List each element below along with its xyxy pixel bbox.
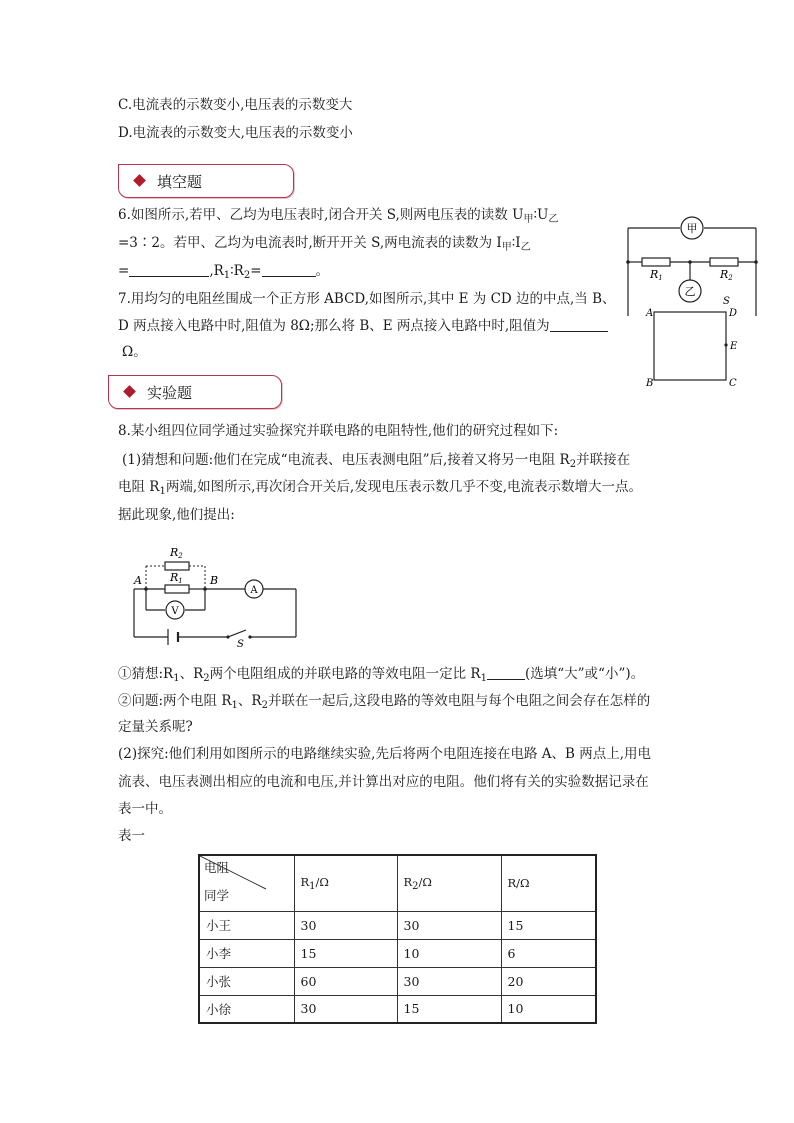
table-row: 小张 60 30 20 [199, 967, 596, 995]
option-d: D.电流表的示数变大,电压表的示数变小 [118, 125, 353, 141]
q6-line-1: 6.如图所示,若甲、乙均为电压表时,闭合开关 S,则两电压表的读数 $U_甲∶U_乙$ [118, 207, 559, 225]
resistor-r1-icon [165, 585, 189, 593]
q8-guess: ①猜想$:R_1$、$R_2$两个电阻组成的并联电路的等效电阻一定比 $R_1$ (选填“大”或“小”)。 [118, 666, 645, 684]
section-header-experiment [108, 375, 282, 409]
q8-p2-line-1: (2)探究:他们利用如图所示的电路继续实验,先后将两个电阻连接在电路 A、B 两点上,用电 [118, 746, 652, 762]
svg-text:E: E [730, 341, 738, 352]
diamond-icon [123, 385, 136, 398]
diagonal-header-cell [199, 855, 294, 911]
header-r2: R2/Ω [397, 855, 501, 911]
q8-p2-line-3: 表一中。 [118, 801, 172, 817]
resistor-r2-icon [165, 562, 189, 570]
svg-text:C: C [729, 378, 737, 389]
switch-icon [228, 630, 246, 637]
svg-text:D: D [729, 308, 738, 319]
data-table [198, 854, 597, 1024]
q7-line-1: 7.用均匀的电阻丝围成一个正方形 ABCD,如图所示,其中 E 为 CD 边的中点,当 B、 [118, 291, 616, 307]
svg-text:A: A [250, 585, 258, 596]
q8-intro: 8.某小组四位同学通过实验探究并联电路的电阻特性,他们的研究过程如下: [118, 423, 559, 439]
svg-text:S: S [723, 296, 730, 307]
table-caption: 表一 [118, 828, 145, 844]
q8-p2-line-2: 流表、电压表测出相应的电流和电压,并计算出对应的电阻。他们将有关的实验数据记录在 [118, 774, 649, 790]
svg-text:A: A [134, 574, 142, 587]
svg-text:B: B [646, 378, 654, 389]
table-row: 小王 30 30 15 [199, 911, 596, 939]
table-header-row [199, 855, 596, 911]
q7-line-2: D 两点接入电路中时,阻值为 8Ω;那么将 B、E 两点接入电路中时,阻值为 [118, 316, 608, 336]
svg-text:B: B [210, 574, 219, 587]
svg-text:S: S [237, 639, 244, 648]
svg-text:V: V [171, 606, 179, 617]
table-row: 小李 15 10 6 [199, 939, 596, 967]
resistor-r2-icon [710, 258, 738, 266]
section-header-fill-blank [118, 164, 294, 198]
q6-line-2: =3∶2。若甲、乙均为电流表时,断开开关 S,两电流表的读数为 $I_甲∶I_乙$ [118, 235, 531, 253]
header-r1: R1/Ω [294, 855, 397, 911]
q8-p1-line-2: 电阻 $R_1$两端,如图所示,再次闭合开关后,发现电压表示数几乎不变,电流表示数增大一点。 [118, 479, 643, 497]
answer-blank[interactable] [262, 262, 316, 277]
answer-blank[interactable] [129, 262, 209, 277]
q7-square-figure [640, 300, 750, 390]
svg-text:R2: R2 [720, 268, 733, 282]
header-top-label: 电阻 [204, 860, 230, 875]
table-row: 小徐 30 15 10 [199, 995, 596, 1023]
svg-text:甲: 甲 [686, 222, 698, 235]
q8-question-line-2: 定量关系呢? [118, 719, 193, 735]
q8-circuit-figure [128, 540, 303, 648]
q8-question: ②问题:两个电阻 $R_1$、$R_2$并联在一起后,这段电路的等效电阻与每个电阻之间会存在怎样的 [118, 693, 651, 711]
svg-text:乙: 乙 [684, 285, 696, 298]
resistor-r1-icon [642, 258, 670, 266]
option-c: C.电流表的示数变小,电压表的示数变大 [118, 97, 353, 113]
svg-text:R1: R1 [170, 571, 183, 585]
q8-p1-line-1: (1)猜想和问题:他们在完成“电流表、电压表测电阻”后,接着又将另一电阻 $R_2$并联接在 [122, 452, 631, 470]
svg-text:R1: R1 [650, 268, 663, 282]
answer-blank[interactable] [550, 317, 608, 332]
q6-line-3: = $,R_1∶R_2=$ 。 [118, 263, 330, 281]
q8-p1-line-3: 据此现象,他们提出: [118, 507, 235, 523]
header-r: R/Ω [501, 855, 596, 911]
section-title: 填空题 [157, 173, 203, 191]
section-title: 实验题 [147, 384, 193, 402]
diamond-icon [133, 174, 146, 187]
svg-text:R2: R2 [170, 546, 183, 560]
svg-text:A: A [646, 308, 654, 319]
q7-line-3: Ω。 [122, 344, 147, 360]
answer-blank[interactable] [487, 665, 525, 680]
header-bottom-label: 同学 [204, 888, 230, 903]
